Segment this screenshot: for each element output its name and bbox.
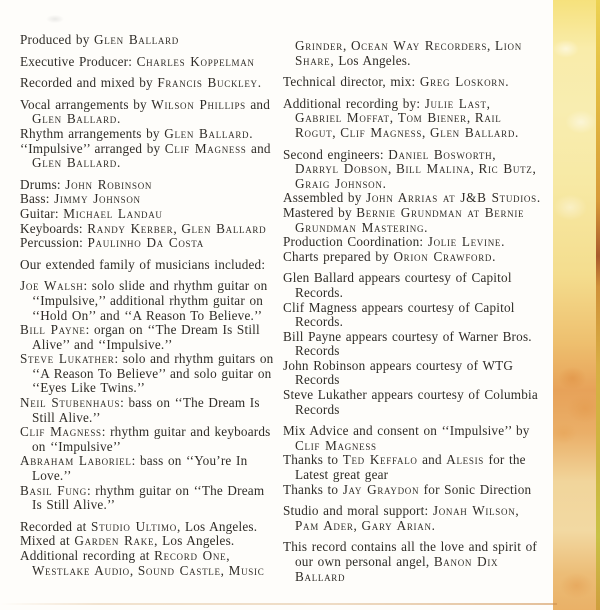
small-caps-name: Record One (154, 548, 227, 563)
credit-line: Westlake Audio, Sound Castle, Music (32, 562, 265, 578)
credits-column-left (20, 33, 286, 578)
credit-paragraph (20, 279, 286, 323)
credit-line: Neil Stubenhaus: bass on ‘‘The Dream Is (20, 395, 260, 411)
credit-paragraph (20, 534, 286, 549)
credits-section (20, 76, 286, 91)
credits-section (20, 178, 286, 251)
small-caps-name: Grinder (295, 38, 343, 53)
credit-paragraph (20, 258, 286, 273)
small-caps-name: Sound Castle (137, 562, 221, 578)
credit-paragraph (283, 191, 555, 206)
credits-section (20, 33, 286, 48)
small-caps-name: Randy Kerber (87, 220, 174, 236)
small-caps-name: Banon Dix (433, 554, 499, 569)
credit-paragraph (20, 76, 286, 91)
credit-line: Steve Lukather appears courtesy of Columbia (283, 387, 538, 403)
small-caps-name: Daniel Bosworth (388, 146, 493, 162)
credit-line: Records (295, 343, 340, 359)
small-caps-name: Ballard (295, 568, 346, 584)
credit-paragraph (283, 235, 555, 250)
small-caps-name: Francis Buckley (157, 75, 258, 91)
credit-paragraph (20, 454, 286, 483)
small-caps-name: Gary Arian (361, 517, 432, 533)
credit-paragraph (283, 271, 555, 300)
small-caps-name: Grundman Mastering (295, 219, 425, 235)
small-caps-name: Westlake Audio (32, 562, 130, 578)
small-caps-name: Julie Last (424, 95, 487, 111)
small-caps-name: Glen Ballard (430, 124, 516, 140)
small-caps-name: Jonah Wilson (432, 503, 516, 519)
credit-paragraph (20, 142, 286, 171)
credit-paragraph (20, 236, 286, 251)
page-bottom-rule (0, 603, 557, 605)
credit-line: Pam Ader, Gary Arian. (295, 517, 436, 533)
credits-section (283, 75, 555, 90)
credit-line: Darryl Dobson, Bill Malina, Ric Butz, (295, 161, 536, 177)
small-caps-name: Glen Ballard (94, 32, 180, 47)
credit-line: Graig Johnson. (295, 175, 387, 191)
credit-line: Additional recording by: Julie Last, (283, 95, 491, 111)
credits-section (283, 97, 555, 141)
small-caps-name: Orion Crawford (393, 248, 493, 264)
credit-line: Rhythm arrangements by Glen Ballard. (20, 125, 253, 141)
credit-line: ‘‘Impulsive’’ arranged by Clif Magness and (20, 140, 271, 156)
small-caps-name: Alesis (446, 452, 484, 468)
credit-line: Guitar: Michael Landau (20, 205, 163, 221)
small-caps-name: Greg Loskorn (419, 74, 506, 90)
credit-line: Clif Magness: rhythm guitar and keyboards (20, 424, 271, 440)
credits-section (20, 98, 286, 171)
credit-paragraph (20, 352, 286, 396)
credits-section (283, 148, 555, 265)
small-caps-name: John Robinson (65, 176, 153, 192)
credits-section (283, 39, 555, 68)
credit-paragraph (20, 520, 286, 535)
small-caps-name: Gabriel Moffat (295, 110, 390, 126)
credit-paragraph (20, 549, 286, 578)
small-caps-name: Rail (474, 110, 502, 126)
credit-line: Is Still Alive.’’ (32, 497, 116, 513)
credit-line: Glen Ballard. (32, 111, 121, 127)
credit-line: on ‘‘Impulsive’’ (32, 438, 122, 454)
credit-line: Thanks to Jay Graydon for Sonic Direction (283, 481, 532, 497)
credit-line: Bill Payne: organ on ‘‘The Dream Is Still (20, 322, 260, 338)
small-caps-name: Paulinho Da Costa (87, 235, 204, 251)
credit-line: Assembled by John Arrias at J&B Studios. (283, 190, 541, 206)
scan-smudge (42, 13, 68, 25)
credit-line: Percussion: Paulinho Da Costa (20, 235, 204, 251)
credit-line: Charts prepared by Orion Crawford. (283, 248, 496, 264)
credit-line: Vocal arrangements by Wilson Phillips and (20, 96, 271, 112)
small-caps-name: Steve Lukather (20, 351, 115, 367)
small-caps-name: Glen Ballard (32, 155, 118, 171)
credit-line: Still Alive.’’ (32, 409, 101, 425)
credit-paragraph (283, 97, 555, 141)
credit-line: Records (295, 372, 340, 388)
credit-line: Recorded at Studio Ultimo, Los Angeles. (20, 518, 258, 534)
credits-section (283, 424, 555, 497)
credit-line: Gabriel Moffat, Tom Biener, Rail (295, 110, 502, 126)
credits-section (20, 258, 286, 273)
credit-line: Grundman Mastering. (295, 219, 428, 235)
small-caps-name: John Arrias at J&B Studios (366, 190, 537, 206)
small-caps-name: Lion (495, 38, 522, 53)
credit-line: Additional recording at Record One, (20, 548, 230, 563)
credit-paragraph (283, 359, 555, 388)
credit-paragraph (283, 540, 555, 584)
credit-line: Joe Walsh: solo slide and rhythm guitar on (20, 278, 268, 294)
small-caps-name: Neil Stubenhaus (20, 395, 121, 411)
small-caps-name: Bernie Grundman at Bernie (356, 204, 525, 220)
small-caps-name: Basil Fung (20, 482, 87, 498)
credit-line: John Robinson appears courtesy of WTG (283, 357, 514, 373)
credits-section (20, 55, 286, 70)
credits-section (283, 540, 555, 584)
credit-paragraph (283, 75, 555, 90)
small-caps-name: Rogut (295, 124, 333, 140)
small-caps-name: Tom Biener (397, 110, 467, 126)
credit-paragraph (20, 192, 286, 207)
credit-line: Basil Fung: rhythm guitar on ‘‘The Dream (20, 482, 265, 498)
credit-line: Executive Producer: Charles Koppelman (20, 53, 255, 69)
credit-line: ‘‘A Reason To Believe’’ and solo guitar on (32, 365, 272, 381)
credit-line: Abraham Laboriel: bass on ‘‘You’re In (20, 453, 248, 469)
small-caps-name: Michael Landau (63, 205, 163, 221)
credit-line: Bass: Jimmy Johnson (20, 191, 141, 207)
credit-line: Recorded and mixed by Francis Buckley. (20, 75, 262, 91)
credit-line: Technical director, mix: Greg Loskorn. (283, 74, 509, 90)
credit-line: Drums: John Robinson (20, 176, 153, 192)
credit-line: ‘‘Impulsive,’’ additional rhythm guitar on (32, 292, 264, 308)
credit-line: Rogut, Clif Magness, Glen Ballard. (295, 124, 519, 140)
small-caps-name: Clif Magness (20, 424, 102, 440)
credit-line: Thanks to Ted Keffalo and Alesis for the (283, 452, 526, 468)
small-caps-name: Studio Ultimo (91, 518, 177, 534)
small-caps-name: Darryl Dobson (295, 161, 388, 177)
small-caps-name: Glen Ballard (32, 111, 118, 127)
credit-line (283, 570, 555, 585)
small-caps-name: Graig Johnson (295, 175, 383, 191)
credit-paragraph (20, 33, 286, 48)
credit-line: Love.’’ (32, 468, 72, 484)
credit-paragraph (283, 388, 555, 417)
credit-line: Studio and moral support: Jonah Wilson, (283, 503, 519, 519)
credit-line: Our extended family of musicians included: (20, 256, 266, 272)
credit-paragraph (283, 39, 555, 68)
credit-paragraph (283, 250, 555, 265)
credit-paragraph (283, 148, 555, 192)
small-caps-name: Music (228, 562, 265, 578)
credit-paragraph (283, 483, 555, 498)
credit-paragraph (20, 222, 286, 237)
credit-line: Mixed at Garden Rake, Los Angeles. (20, 533, 235, 549)
credit-line: Keyboards: Randy Kerber, Glen Ballard (20, 220, 267, 236)
small-caps-name: Clif Magness (340, 124, 423, 140)
credit-paragraph (20, 55, 286, 70)
credit-paragraph (20, 425, 286, 454)
credit-paragraph (20, 127, 286, 142)
credit-paragraph (283, 504, 555, 533)
credit-line: Glen Ballard appears courtesy of Capitol (283, 270, 512, 286)
small-caps-name: Glen Ballard (181, 220, 267, 236)
credit-paragraph (20, 98, 286, 127)
page-edge-watercolor (553, 0, 596, 610)
credits-section (283, 271, 555, 417)
credit-line: Latest great gear (295, 467, 389, 483)
credit-paragraph (20, 178, 286, 193)
credit-paragraph (20, 323, 286, 352)
credits-section (20, 279, 286, 513)
credit-line: Produced by Glen Ballard (20, 32, 180, 47)
credit-line (283, 439, 555, 454)
small-caps-name: Jay Graydon (342, 481, 420, 497)
small-caps-name: Ric Butz (478, 161, 533, 177)
credit-paragraph (20, 396, 286, 425)
credit-paragraph (283, 453, 555, 482)
credit-line: Records. (295, 284, 344, 300)
credit-line: our own personal angel, Banon Dix (295, 554, 499, 569)
small-caps-name: Ocean Way Recorders (350, 38, 488, 53)
small-caps-name: Clif Magness (295, 437, 377, 453)
page-edge-border (596, 0, 600, 610)
small-caps-name: Garden Rake (74, 533, 155, 549)
credit-line: Steve Lukather: solo and rhythm guitars on (20, 351, 274, 367)
credit-line: Share, Los Angeles. (295, 52, 411, 68)
small-caps-name: Ted Keffalo (342, 452, 418, 468)
credits-section (20, 520, 286, 578)
credit-paragraph (20, 484, 286, 513)
credit-line: Mix Advice and consent on ‘‘Impulsive’’ by (283, 423, 530, 439)
credit-paragraph (283, 206, 555, 235)
credits-section (283, 504, 555, 533)
credit-line: ‘‘Hold On’’ and ‘‘A Reason To Believe.’’ (32, 307, 263, 323)
credit-paragraph (283, 424, 555, 453)
credit-line: ‘‘Eyes Like Twins.’’ (32, 380, 146, 396)
small-caps-name: Glen Ballard (164, 125, 250, 141)
small-caps-name: Joe Walsh (20, 278, 84, 294)
credits-column-right (283, 39, 555, 584)
credit-paragraph (283, 301, 555, 330)
small-caps-name: Bill Payne (20, 322, 86, 338)
credit-paragraph (283, 330, 555, 359)
credit-line: Alive’’ and ‘‘Impulsive.’’ (32, 336, 173, 352)
small-caps-name: Wilson Phillips (151, 96, 246, 112)
credit-paragraph (20, 207, 286, 222)
credit-line: Second engineers: Daniel Bosworth, (283, 146, 496, 162)
credit-line: Clif Magness appears courtesy of Capitol (283, 299, 515, 315)
credit-line: Bill Payne appears courtesy of Warner Bros. (283, 328, 532, 344)
small-caps-name: Jimmy Johnson (54, 191, 141, 207)
credit-line: This record contains all the love and spirit of (283, 539, 537, 555)
credit-line: Records. (295, 314, 344, 330)
small-caps-name: Pam Ader (295, 517, 354, 533)
credit-line: Production Coordination: Jolie Levine. (283, 234, 505, 250)
credit-line: Glen Ballard. (32, 155, 121, 171)
small-caps-name: Share (295, 52, 331, 68)
credit-line: Records (295, 401, 340, 417)
small-caps-name: Abraham Laboriel (20, 453, 132, 469)
small-caps-name: Charles Koppelman (136, 53, 255, 69)
small-caps-name: Jolie Levine (427, 234, 502, 250)
small-caps-name: Clif Magness (164, 140, 247, 156)
small-caps-name: Bill Malina (395, 161, 471, 177)
credit-line: Grinder, Ocean Way Recorders, Lion (295, 38, 522, 53)
credit-line: Mastered by Bernie Grundman at Bernie (283, 204, 525, 220)
